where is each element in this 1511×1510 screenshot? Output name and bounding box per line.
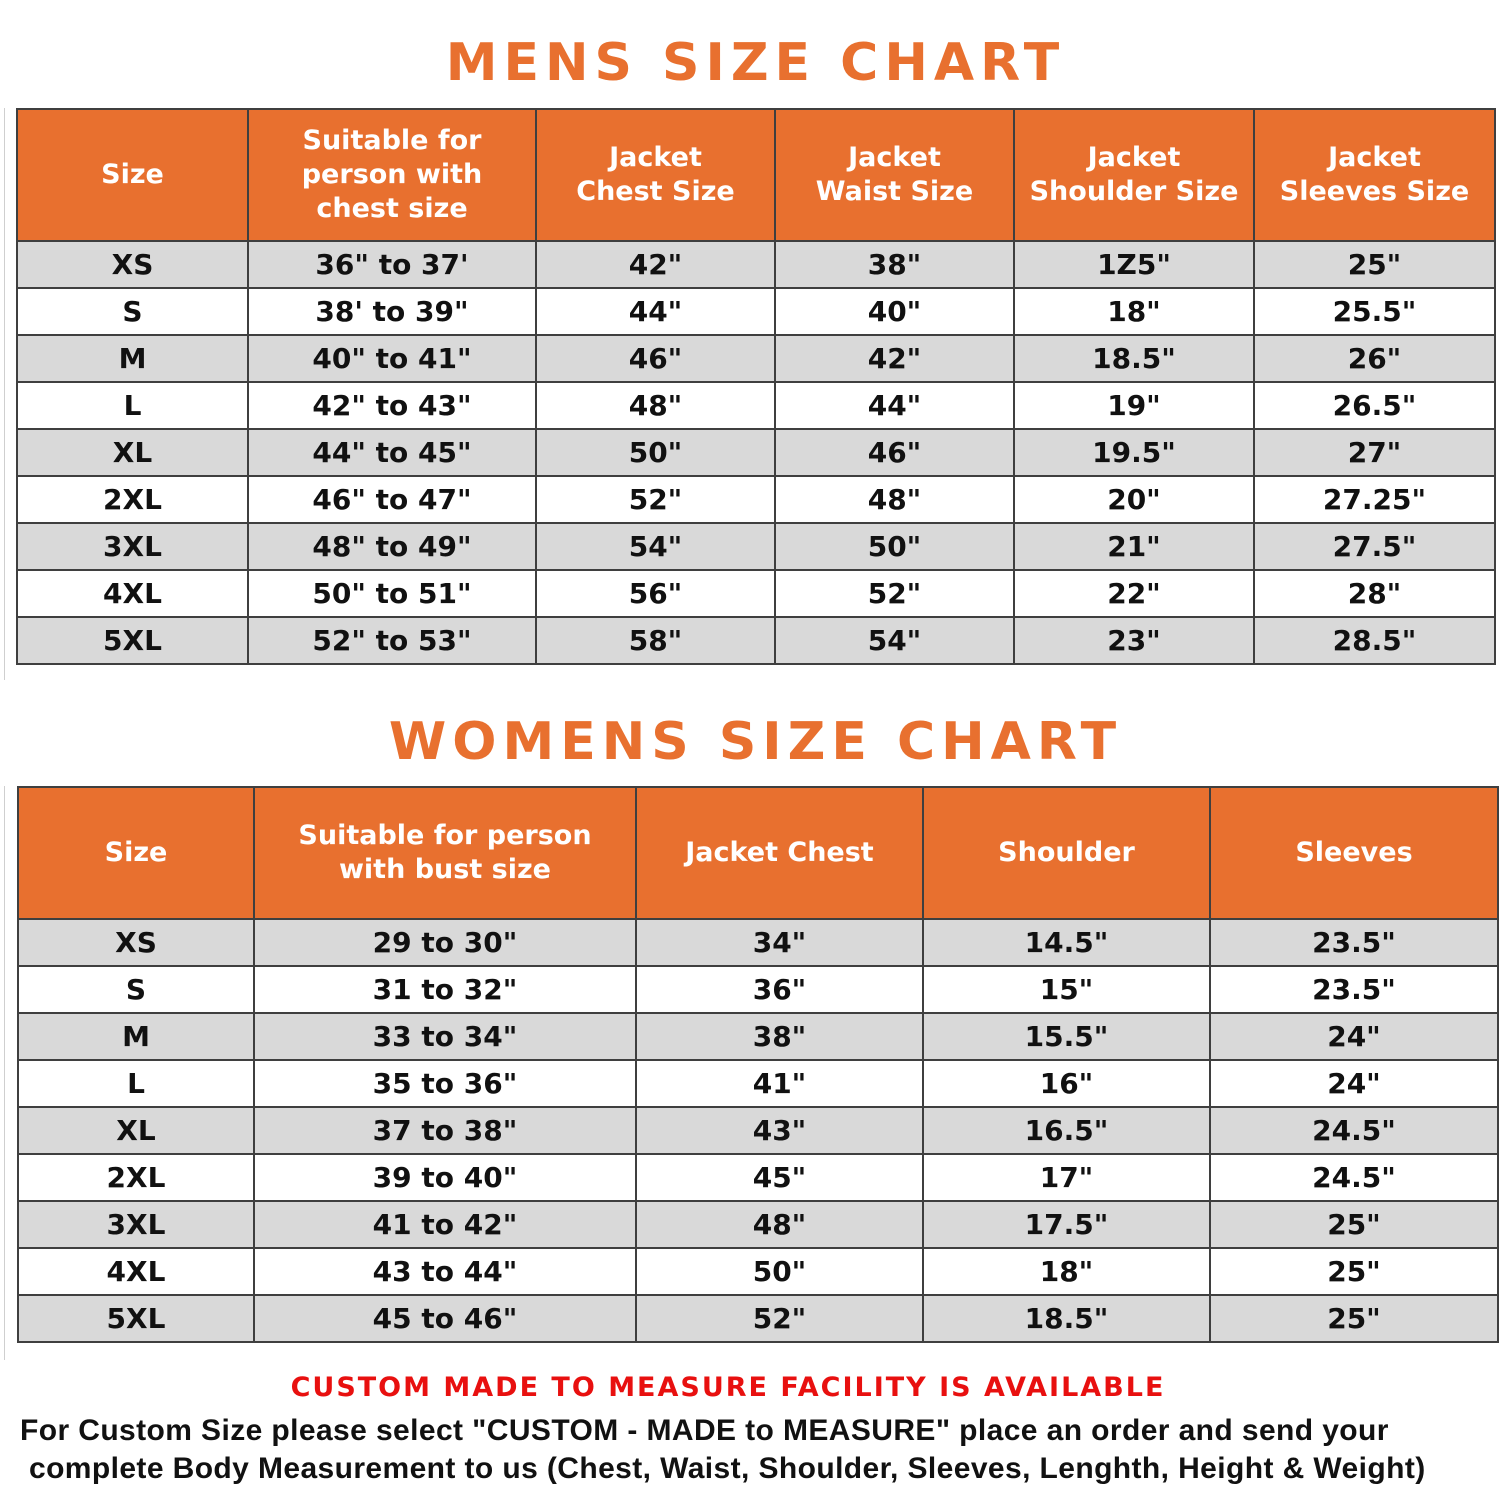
mens-cell-8-2: 58" [536,617,775,664]
womens-cell-2-3: 15.5" [923,1013,1210,1060]
womens-cell-0-3: 14.5" [923,919,1210,966]
table-row [17,241,1495,288]
mens-cell-2-5: 26" [1254,335,1495,382]
table-row [18,1060,1498,1107]
mens-cell-1-2: 44" [536,288,775,335]
table-row [17,382,1495,429]
table-row [18,966,1498,1013]
mens-cell-7-4: 22" [1014,570,1254,617]
mens-cell-0-5: 25" [1254,241,1495,288]
womens-cell-5-1: 39 to 40" [254,1154,636,1201]
mens-cell-1-5: 25.5" [1254,288,1495,335]
mens-cell-7-0: 4XL [17,570,248,617]
womens-cell-7-3: 18" [923,1248,1210,1295]
womens-cell-5-4: 24.5" [1210,1154,1498,1201]
table-row [18,919,1498,966]
mens-cell-3-2: 48" [536,382,775,429]
table-edge-line [4,108,5,680]
table-row [18,1248,1498,1295]
womens-cell-3-3: 16" [923,1060,1210,1107]
womens-cell-1-1: 31 to 32" [254,966,636,1013]
mens-cell-7-5: 28" [1254,570,1495,617]
womens-cell-2-0: M [18,1013,254,1060]
mens-cell-6-3: 50" [775,523,1014,570]
mens-cell-4-2: 50" [536,429,775,476]
mens-table-body [17,241,1495,664]
womens-cell-6-0: 3XL [18,1201,254,1248]
mens-cell-6-1: 48" to 49" [248,523,536,570]
table-row [17,476,1495,523]
womens-cell-1-4: 23.5" [1210,966,1498,1013]
mens-cell-5-4: 20" [1014,476,1254,523]
mens-cell-4-5: 27" [1254,429,1495,476]
table-row [17,570,1495,617]
womens-size-table [17,786,1499,1343]
table-row [18,1201,1498,1248]
womens-cell-3-0: L [18,1060,254,1107]
womens-cell-7-4: 25" [1210,1248,1498,1295]
mens-cell-4-1: 44" to 45" [248,429,536,476]
custom-instructions-line-2: complete Body Measurement to us (Chest, Waist, Shoulder, Sleeves, Lenghth, Height & Weight) [29,1452,1426,1485]
custom-facility-notice: CUSTOM MADE TO MEASURE FACILITY IS AVAILABLE [290,1372,1166,1403]
mens-header-row [17,109,1495,241]
mens-cell-6-5: 27.5" [1254,523,1495,570]
mens-cell-7-1: 50" to 51" [248,570,536,617]
womens-cell-0-4: 23.5" [1210,919,1498,966]
womens-cell-4-3: 16.5" [923,1107,1210,1154]
mens-cell-5-1: 46" to 47" [248,476,536,523]
mens-cell-1-3: 40" [775,288,1014,335]
mens-cell-2-4: 18.5" [1014,335,1254,382]
mens-size-chart-title: MENS SIZE CHART [445,33,1066,93]
mens-cell-8-5: 28.5" [1254,617,1495,664]
womens-cell-5-3: 17" [923,1154,1210,1201]
mens-header-1: Suitable for person with chest size [248,109,536,241]
mens-header-5: Jacket Sleeves Size [1254,109,1495,241]
mens-cell-1-0: S [17,288,248,335]
mens-cell-2-2: 46" [536,335,775,382]
mens-cell-6-4: 21" [1014,523,1254,570]
table-edge-line [4,786,5,1360]
womens-cell-0-0: XS [18,919,254,966]
womens-cell-7-2: 50" [636,1248,923,1295]
womens-cell-6-1: 41 to 42" [254,1201,636,1248]
womens-cell-1-0: S [18,966,254,1013]
mens-header-4: Jacket Shoulder Size [1014,109,1254,241]
mens-header-2: Jacket Chest Size [536,109,775,241]
mens-cell-2-3: 42" [775,335,1014,382]
mens-header-0: Size [17,109,248,241]
womens-header-3: Shoulder [923,787,1210,919]
mens-cell-5-2: 52" [536,476,775,523]
womens-header-row [18,787,1498,919]
mens-cell-7-3: 52" [775,570,1014,617]
womens-cell-4-1: 37 to 38" [254,1107,636,1154]
womens-cell-0-2: 34" [636,919,923,966]
womens-table-body [18,919,1498,1342]
mens-header-3: Jacket Waist Size [775,109,1014,241]
mens-cell-3-4: 19" [1014,382,1254,429]
mens-cell-4-4: 19.5" [1014,429,1254,476]
mens-cell-7-2: 56" [536,570,775,617]
womens-cell-8-0: 5XL [18,1295,254,1342]
table-row [18,1107,1498,1154]
mens-cell-3-1: 42" to 43" [248,382,536,429]
womens-cell-5-0: 2XL [18,1154,254,1201]
womens-header-2: Jacket Chest [636,787,923,919]
womens-cell-8-4: 25" [1210,1295,1498,1342]
table-row [17,617,1495,664]
mens-cell-0-3: 38" [775,241,1014,288]
mens-cell-5-3: 48" [775,476,1014,523]
womens-header-1: Suitable for person with bust size [254,787,636,919]
table-row [18,1154,1498,1201]
mens-cell-3-0: L [17,382,248,429]
table-row [18,1013,1498,1060]
mens-cell-1-1: 38' to 39" [248,288,536,335]
womens-cell-4-0: XL [18,1107,254,1154]
womens-cell-0-1: 29 to 30" [254,919,636,966]
table-row [17,429,1495,476]
table-row [17,288,1495,335]
mens-cell-4-0: XL [17,429,248,476]
womens-cell-2-4: 24" [1210,1013,1498,1060]
mens-cell-1-4: 18" [1014,288,1254,335]
womens-cell-1-3: 15" [923,966,1210,1013]
womens-cell-6-4: 25" [1210,1201,1498,1248]
mens-cell-8-3: 54" [775,617,1014,664]
mens-cell-5-0: 2XL [17,476,248,523]
table-row [17,523,1495,570]
mens-cell-8-1: 52" to 53" [248,617,536,664]
womens-cell-2-2: 38" [636,1013,923,1060]
mens-cell-8-4: 23" [1014,617,1254,664]
mens-cell-5-5: 27.25" [1254,476,1495,523]
mens-cell-6-0: 3XL [17,523,248,570]
mens-cell-6-2: 54" [536,523,775,570]
womens-cell-6-2: 48" [636,1201,923,1248]
mens-cell-0-4: 1Z5" [1014,241,1254,288]
womens-cell-6-3: 17.5" [923,1201,1210,1248]
mens-cell-3-5: 26.5" [1254,382,1495,429]
womens-cell-8-1: 45 to 46" [254,1295,636,1342]
mens-size-table [16,108,1496,665]
womens-cell-2-1: 33 to 34" [254,1013,636,1060]
womens-cell-7-0: 4XL [18,1248,254,1295]
womens-size-chart-title: WOMENS SIZE CHART [388,712,1123,772]
womens-cell-3-4: 24" [1210,1060,1498,1107]
womens-cell-4-2: 43" [636,1107,923,1154]
womens-cell-3-1: 35 to 36" [254,1060,636,1107]
womens-cell-8-2: 52" [636,1295,923,1342]
mens-cell-2-0: M [17,335,248,382]
womens-cell-7-1: 43 to 44" [254,1248,636,1295]
custom-instructions-line-1: For Custom Size please select "CUSTOM - MADE to MEASURE" place an order and send your [20,1414,1389,1447]
mens-cell-0-0: XS [17,241,248,288]
mens-cell-2-1: 40" to 41" [248,335,536,382]
womens-cell-8-3: 18.5" [923,1295,1210,1342]
mens-cell-3-3: 44" [775,382,1014,429]
table-row [17,335,1495,382]
womens-cell-5-2: 45" [636,1154,923,1201]
womens-cell-1-2: 36" [636,966,923,1013]
womens-header-4: Sleeves [1210,787,1498,919]
womens-header-0: Size [18,787,254,919]
mens-cell-8-0: 5XL [17,617,248,664]
mens-cell-4-3: 46" [775,429,1014,476]
womens-cell-3-2: 41" [636,1060,923,1107]
table-row [18,1295,1498,1342]
mens-cell-0-2: 42" [536,241,775,288]
womens-cell-4-4: 24.5" [1210,1107,1498,1154]
mens-cell-0-1: 36" to 37' [248,241,536,288]
